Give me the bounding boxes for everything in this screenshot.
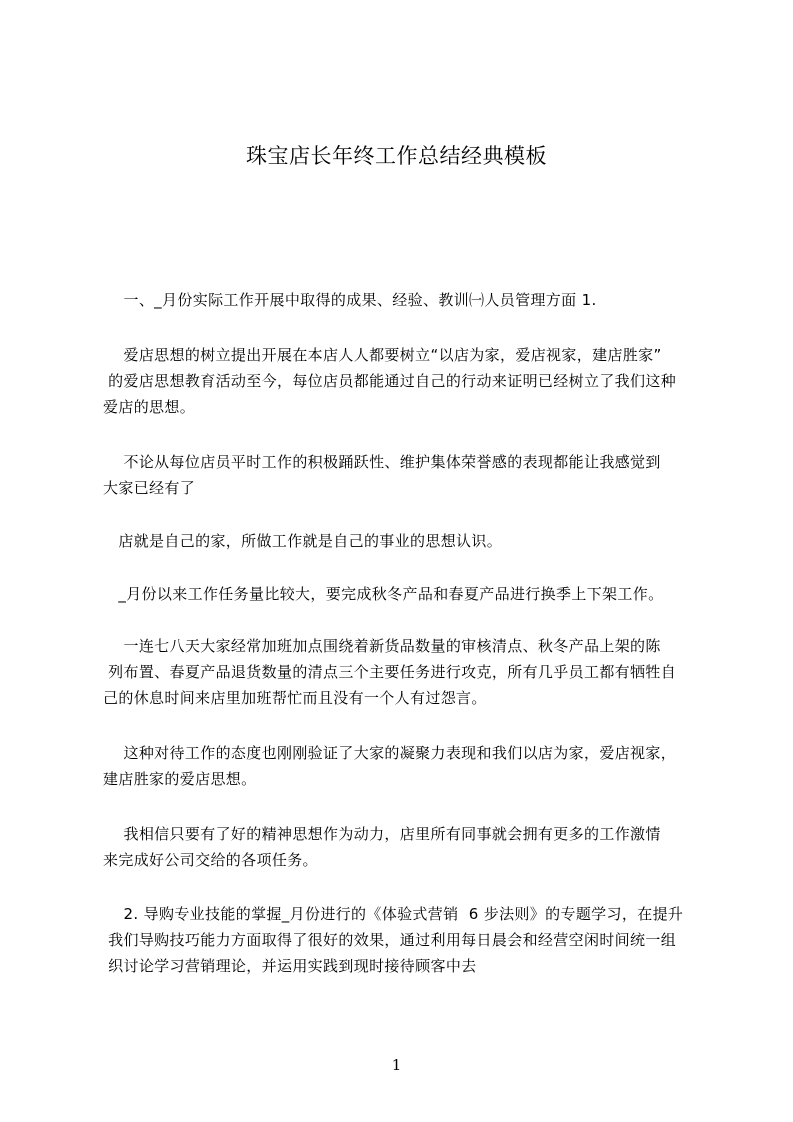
- paragraph-staff-enthusiasm: 不论从每位店员平时工作的积极踊跃性、维护集体荣誉感的表现都能让我感觉到 大家已经有了: [103, 453, 661, 497]
- paragraph-motivation: 我相信只要有了好的精神思想作为动力，店里所有同事就会拥有更多的工作激情 来完成好公司交给的各项任务。: [103, 825, 661, 869]
- paragraph-overtime: 一连七八天大家经常加班加点围绕着新货品数量的审核清点、秋冬产品上架的陈 列布置、春夏产品退货数量的清点三个主要任务进行攻克，所有几乎员工都有牺牲自 己的休息时间来店里加班帮忙而且没有一个人有过怨言。: [103, 637, 677, 707]
- paragraph-workload: _月份以来工作任务量比较大，要完成秋冬产品和春夏产品进行换季上下架工作。: [103, 585, 664, 603]
- page-number: 1: [391, 1056, 402, 1074]
- paragraph-section-heading: 一、_月份实际工作开展中取得的成果、经验、教训㈠人员管理方面 1.: [103, 291, 597, 309]
- document-title: 珠宝店长年终工作总结经典模板: [246, 144, 547, 168]
- paragraph-cohesion: 这种对待工作的态度也刚刚验证了大家的凝聚力表现和我们以店为家，爱店视家， 建店胜家的爱店思想。: [103, 744, 677, 788]
- paragraph-sales-skills: 2. 导购专业技能的掌握_月份进行的《体验式营销 6 步法则》的专题学习，在提升 我们导购技巧能力方面取得了很好的效果，通过利用每日晨会和经营空闲时间统一组 织讨论学习营销理论，并运用实践到现时接待顾客中去: [108, 905, 684, 975]
- paragraph-love-store-idea: 爱店思想的树立提出开展在本店人人都要树立“以店为家，爱店视家，建店胜家” 的爱店思想教育活动至今，每位店员都能通过自己的行动来证明已经树立了我们这种 爱店的思想。: [103, 346, 677, 416]
- paragraph-store-is-home: 店就是自己的家，所做工作就是自己的事业的思想认识。: [103, 532, 503, 550]
